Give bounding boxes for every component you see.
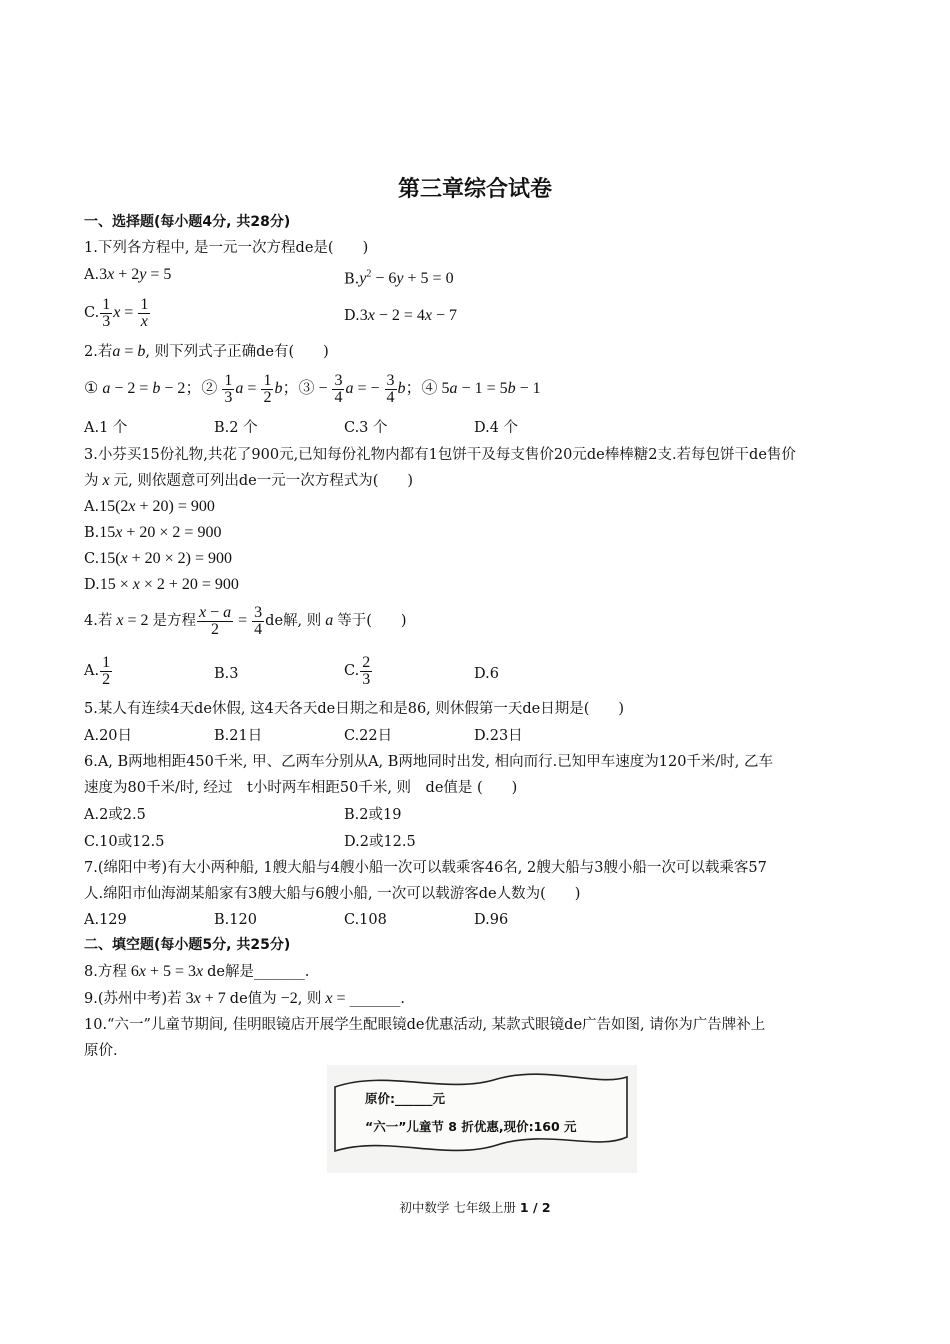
q5-option-b: B.21日 — [214, 728, 263, 744]
q6-line-2: 速度为80千米/时, 经过 t小时两车相距50千米, 则 de值是 ( ) — [84, 780, 518, 796]
section-1-heading: 一、选择题(每小题4分, 共28分) — [84, 214, 291, 230]
q5-option-d: D.23日 — [474, 728, 523, 744]
q6-option-d: D.2或12.5 — [344, 834, 416, 850]
q10-line-2: 原价. — [84, 1043, 118, 1059]
q3-option-d: D.15 × x × 2 + 20 = 900 — [84, 576, 239, 593]
q10-line-1: 10.“六一”儿童节期间, 佳明眼镜店开展学生配眼镜de优惠活动, 某款式眼镜de广告如图, 请你为广告牌补上 — [84, 1017, 766, 1033]
q2-stem: 2.若a = b, 则下列式子正确de有( ) — [84, 343, 329, 360]
q1-option-b: $B.y^2 - 6y + 5 = 0$ — [344, 269, 454, 288]
section-2-heading: 二、填空题(每小题5分, 共25分) — [84, 937, 291, 953]
q9-stem: 9.(苏州中考)若 3x + 7 de值为 −2, 则 x = _______. — [84, 990, 405, 1007]
q4-option-d: D.6 — [474, 666, 499, 682]
q2-option-a: A.1 个 — [84, 420, 128, 436]
q3-option-a: A.15(2x + 20) = 900 — [84, 498, 215, 515]
page-footer — [0, 1198, 950, 1216]
q5-option-a: A.20日 — [84, 728, 133, 744]
q3-line-1: 3.小芬买15份礼物,共花了900元,已知每份礼物内都有1包饼干及每支售价20元de棒棒糖2支.若每包饼干de售价 — [84, 447, 796, 463]
q7-option-b: B.120 — [214, 912, 257, 928]
q2-option-c: C.3 个 — [344, 420, 388, 436]
q5-option-c: C.22日 — [344, 728, 393, 744]
q4-option-b: B.3 — [214, 666, 239, 682]
q1-option-d: D.3x − 2 = 4x − 7 — [344, 307, 458, 324]
ad-original-price: 原价:______元 — [365, 1091, 445, 1106]
q7-option-c: C.108 — [344, 912, 387, 928]
q6-option-a: A.2或2.5 — [84, 807, 146, 823]
q4-option-c: C. $\frac{2}{3}$ — [344, 654, 371, 688]
q6-option-c: C.10或12.5 — [84, 834, 165, 850]
q7-line-2: 人.绵阳市仙海湖某船家有3艘大船与6艘小船, 一次可以载游客de人数为( ) — [84, 886, 581, 902]
page-title: 第三章综合试卷 — [397, 177, 552, 202]
footer-subject: 初中数学 七年级上册 — [399, 1200, 516, 1215]
q5-stem: 5.某人有连续4天de休假, 这4天各天de日期之和是86, 则休假第一天de日期是( ) — [84, 701, 625, 717]
q4-option-a: A. $\frac{1}{2}$ — [84, 654, 111, 688]
q2-statements: ① a − 2 = b − 2；② $\frac{1}{3}$ a = $\frac{1}{2}$ b；③ − $\frac{3}{4}$ a = − $\frac{3}{4}$ b；④ 5a − 1 = 5b − 1 — [84, 372, 541, 406]
q1-stem: 1.下列各方程中, 是一元一次方程de是( ) — [84, 240, 369, 256]
q2-option-d: D.4 个 — [474, 420, 519, 436]
q6-option-b: B.2或19 — [344, 807, 402, 823]
ad-banner-figure — [327, 1065, 637, 1173]
q3-option-c: C.15(x + 20 × 2) = 900 — [84, 550, 233, 567]
q2-option-b: B.2 个 — [214, 420, 258, 436]
q7-option-a: A.129 — [84, 912, 127, 928]
ad-discount-text: “六一”儿童节 8 折优惠,现价:160 元 — [365, 1119, 577, 1134]
q7-line-1: 7.(绵阳中考)有大小两种船, 1艘大船与4艘小船一次可以载乘客46名, 2艘大船与3艘小船一次可以载乘客57 — [84, 860, 767, 876]
q7-option-d: D.96 — [474, 912, 509, 928]
q3-line-2: 为 x 元, 则依题意可列出de一元一次方程式为( ) — [84, 472, 414, 489]
q8-stem: 8.方程 6x + 5 = 3x de解是_______. — [84, 963, 310, 980]
q1-option-a: A.3x + 2y = 5 — [84, 266, 172, 283]
q1-option-c: C. $\frac{1}{3}$ x = $\frac{1}{x}$ — [84, 296, 149, 330]
page-number: 1 / 2 — [519, 1200, 551, 1215]
q3-option-b: B.15x + 20 × 2 = 900 — [84, 524, 222, 541]
q4-stem: 4.若 x = 2 是方程 $\frac{x - a}{2}$ = $\frac{3}{4}$ de解, 则 a 等于( ) — [84, 604, 407, 638]
q6-line-1: 6.A, B两地相距450千米, 甲、乙两车分别从A, B两地同时出发, 相向而行.已知甲车速度为120千米/时, 乙车 — [84, 754, 774, 770]
